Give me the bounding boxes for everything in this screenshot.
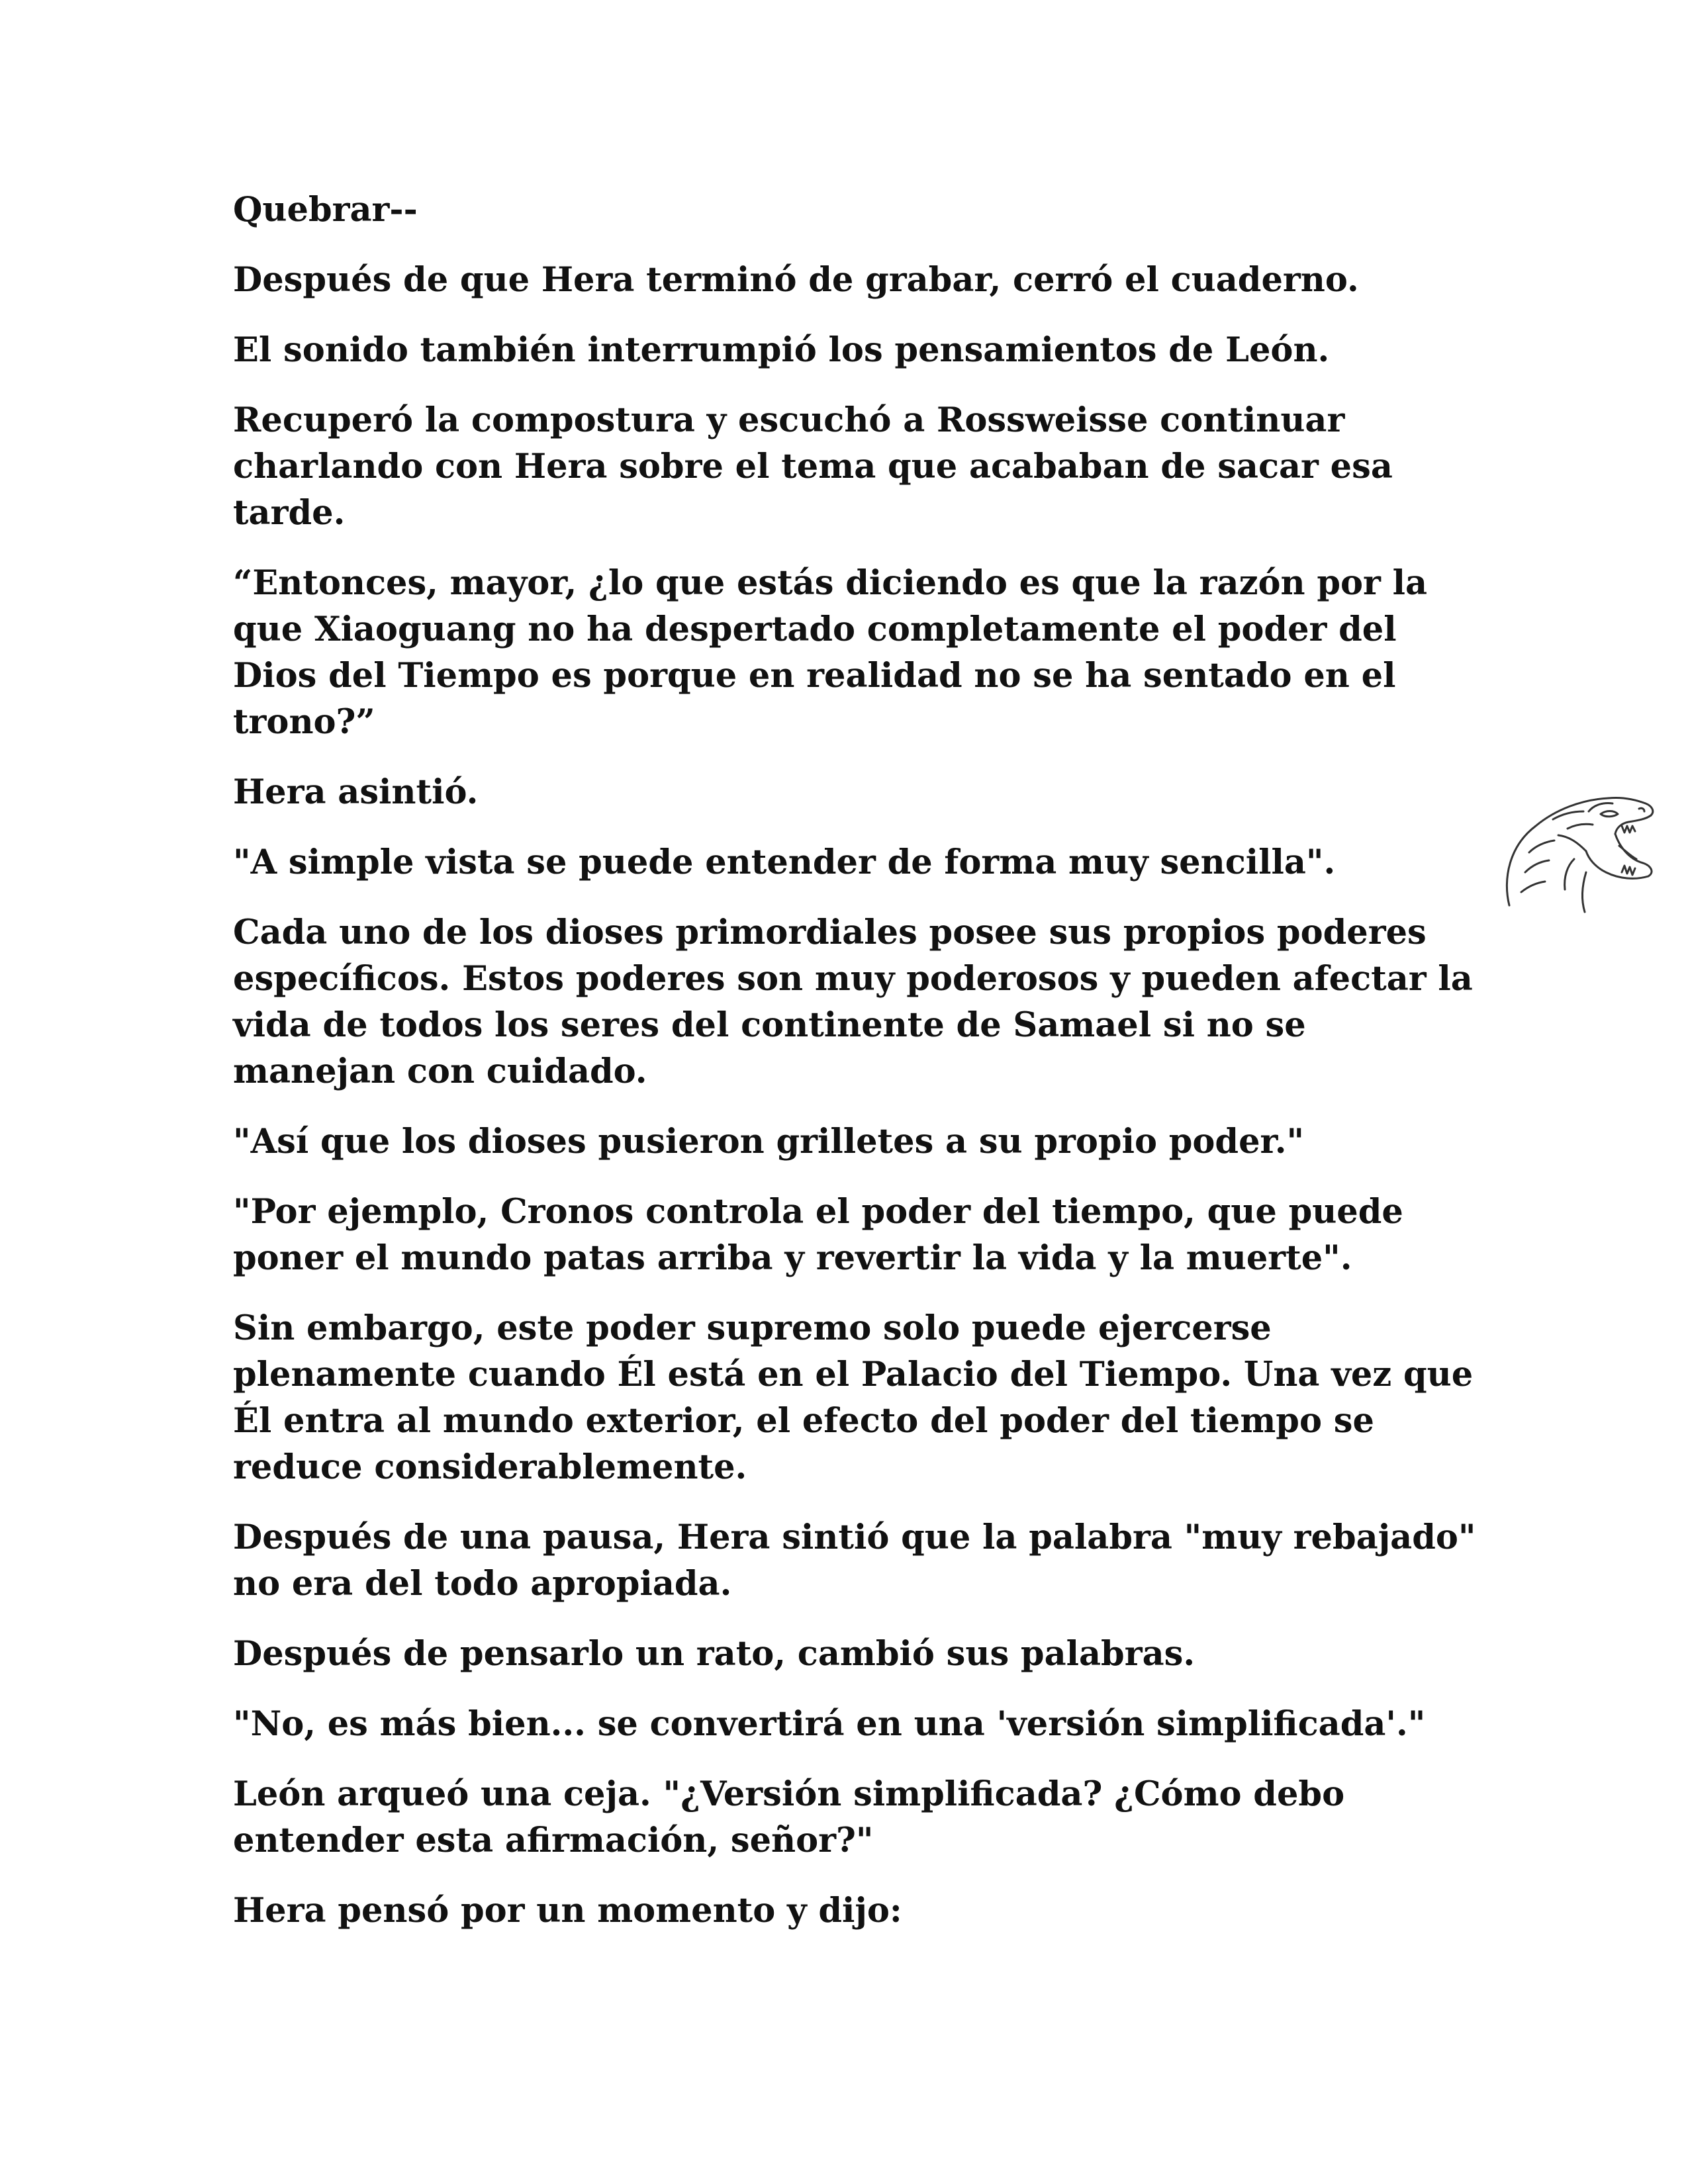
paragraph-12: Después de una pausa, Hera sintió que la palabra "muy rebajado" no era del todo apropiada. — [233, 1518, 1476, 1604]
paragraph-15: León arqueó una ceja. "¿Versión simplificada? ¿Cómo debo entender esta afirmación, señor?" — [233, 1774, 1345, 1860]
dinosaur-head-sketch-icon — [1489, 773, 1668, 929]
paragraph-3: El sonido también interrumpió los pensamientos de León. — [233, 330, 1330, 370]
document-body — [233, 187, 1477, 1958]
paragraph-9: "Así que los dioses pusieron grilletes a su propio poder." — [233, 1122, 1305, 1161]
paragraph-2: Después de que Hera terminó de grabar, cerró el cuaderno. — [233, 260, 1359, 300]
paragraph-13: Después de pensarlo un rato, cambió sus palabras. — [233, 1634, 1196, 1674]
paragraph-6: Hera asintió. — [233, 772, 479, 812]
paragraph-5: “Entonces, mayor, ¿lo que estás diciendo es que la razón por la que Xiaoguang no ha despertado completamente el poder del Dios del Tiempo es porque en realidad no se ha sentado en el trono?” — [233, 563, 1428, 742]
paragraph-7: "A simple vista se puede entender de forma muy sencilla". — [233, 842, 1336, 882]
paragraph-14: "No, es más bien... se convertirá en una 'versión simplificada'." — [233, 1704, 1426, 1744]
paragraph-16: Hera pensó por un momento y dijo: — [233, 1891, 902, 1931]
paragraph-1: Quebrar-- — [233, 190, 418, 230]
paragraph-8: Cada uno de los dioses primordiales posee sus propios poderes específicos. Estos poderes son muy poderosos y pueden afectar la vida de todos los seres del continente de Samael si no se manejan con cuidado. — [233, 913, 1473, 1091]
paragraph-4: Recuperó la compostura y escuchó a Rossweisse continuar charlando con Hera sobre el tema que acababan de sacar esa tarde. — [233, 400, 1393, 533]
paragraph-11: Sin embargo, este poder supremo solo puede ejercerse plenamente cuando Él está en el Palacio del Tiempo. Una vez que Él entra al mundo exterior, el efecto del poder del tiempo se reduce considerablemente. — [233, 1308, 1474, 1487]
paragraph-10: "Por ejemplo, Cronos controla el poder del tiempo, que puede poner el mundo patas arriba y revertir la vida y la muerte". — [233, 1192, 1403, 1278]
